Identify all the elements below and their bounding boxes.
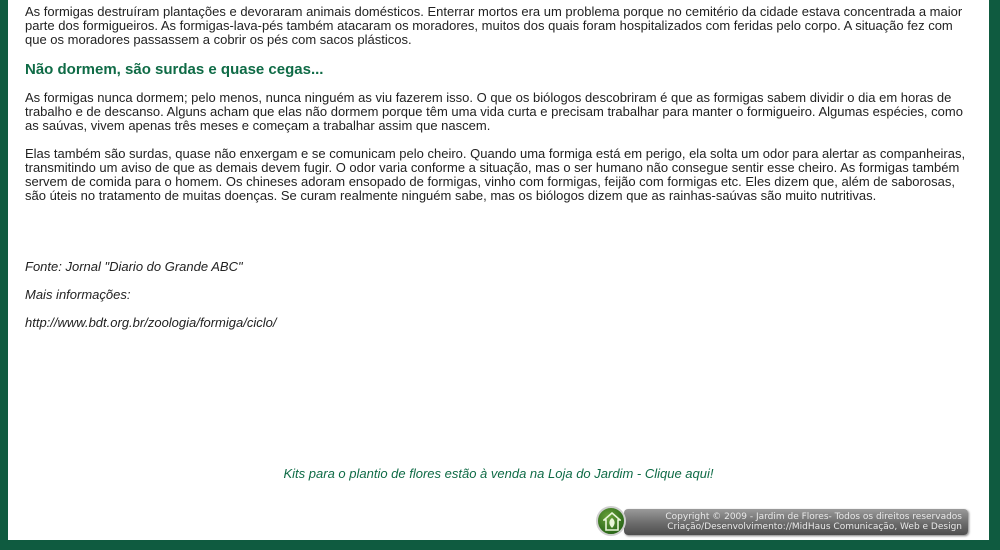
article-content (25, 5, 970, 217)
developer-credit-link[interactable]: Criação/Desenvolvimento://MidHaus Comunicação, Web e Design (667, 522, 962, 532)
article-paragraph: As formigas nunca dormem; pelo menos, nunca ninguém as viu fazerem isso. O que os biólogos descobriram é que as formigas sabem dividir o dia em horas de trabalho e de descanso. Alguns acham que elas não dormem porque têm uma vida curta e precisam trabalhar para manter o formigueiro. Algumas espécies, como as saúvas, vivem apenas três meses e começam a trabalhar assim que nascem. (25, 90, 963, 133)
section-heading: Não dormem, são surdas e quase cegas... (25, 61, 324, 78)
footer-credits (588, 506, 976, 538)
article-paragraph: As formigas destruíram plantações e devoraram animais domésticos. Enterrar mortos era um problema porque no cemitério da cidade estava concentrada a maior parte dos formigueiros. As formigas-lava-pés também atacaram os moradores, muitos dos quais foram hospitalizados com feridas pelo corpo. A situação fez com que os moradores passassem a cobrir os pés com sacos plásticos. (25, 4, 963, 47)
house-leaf-icon[interactable] (596, 506, 626, 536)
store-promo-link[interactable]: Kits para o plantio de flores estão à venda na Loja do Jardim - Clique aqui! (283, 466, 714, 481)
reference-link[interactable]: http://www.bdt.org.br/zoologia/formiga/ciclo/ (25, 315, 277, 330)
credits-bar (624, 509, 968, 535)
article-paragraph: Elas também são surdas, quase não enxergam e se comunicam pelo cheiro. Quando uma formiga está em perigo, ela solta um odor para alertar as companheiras, transmitindo um aviso de que as demais devem fugir. O odor varia conforme a situação, mas o ser humano não consegue sentir esse cheiro. As formigas também servem de comida para o homem. Os chineses adoram ensopado de formigas, vinho com formigas, feijão com formigas etc. Eles dizem que, além de saborosas, são úteis no tratamento de muitas doenças. Se curam realmente ninguém sabe, mas os biólogos dizem que as rainhas-saúvas são muito nutritivas. (25, 146, 966, 203)
page-container (8, 0, 989, 540)
more-info-label: Mais informações: (25, 287, 131, 302)
copyright-text: Copyright © 2009 - Jardim de Flores- Todos os direitos reservados (665, 512, 962, 522)
source-citation: Fonte: Jornal "Diario do Grande ABC" (25, 259, 243, 274)
